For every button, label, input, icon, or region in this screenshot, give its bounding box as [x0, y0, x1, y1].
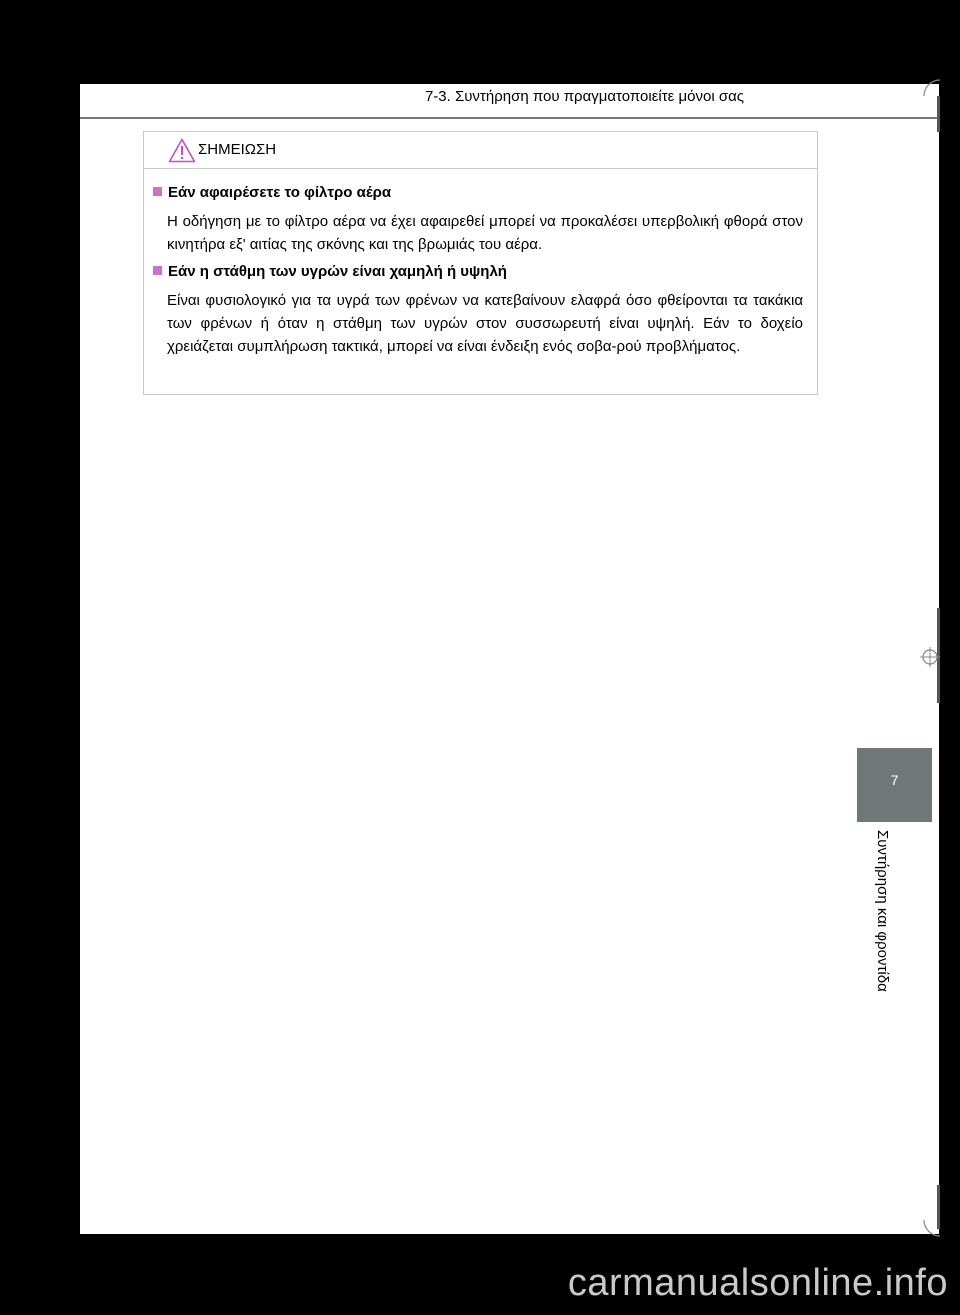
notice-title: ΣΗΜΕΙΩΣΗ	[198, 141, 277, 158]
square-bullet-icon	[153, 187, 162, 196]
notice-item-heading	[153, 184, 391, 201]
notice-item-heading-text: Εάν η στάθμη των υγρών είναι χαμηλή ή υψηλή	[168, 263, 507, 280]
section-title: 7-3. Συντήρηση που πραγματοποιείτε μόνοι σας	[424, 88, 744, 105]
crop-mark-icon	[922, 1218, 942, 1238]
notice-header	[144, 132, 817, 169]
notice-item-body: Η οδήγηση με το φίλτρο αέρα να έχει αφαιρεθεί μπορεί να προκαλέσει υπερβολική φθορά στον κινητήρα εξ' αιτίας της σκόνης και της βρωμιάς του αέρα.	[167, 213, 803, 253]
notice-item-body: Είναι φυσιολογικό για τα υγρά των φρένων να κατεβαίνουν ελαφρά όσο φθείρονται τα τακάκια των φρένων ή όταν η στάθμη των υγρών στον συσσωρευτή είναι υψηλή. Εάν το δοχείο χρειάζεται συμπλήρωση τακτικά, μπορεί να είναι ένδειξη ενός σοβα-ρού προβλήματος.	[167, 292, 803, 355]
chapter-number: 7	[890, 772, 899, 788]
edge-bar	[937, 96, 940, 132]
watermark: carmanualsonline.info	[567, 1262, 948, 1304]
square-bullet-icon	[153, 266, 162, 275]
chapter-tab	[857, 748, 932, 822]
page-header	[80, 84, 939, 118]
registration-mark-icon	[920, 647, 940, 667]
notice-item-heading	[153, 263, 507, 280]
notice-item-heading-text: Εάν αφαιρέσετε το φίλτρο αέρα	[168, 184, 392, 201]
crop-mark-icon	[922, 78, 942, 98]
notice-box	[143, 131, 818, 395]
chapter-title: Συντήρηση και φροντίδα	[874, 830, 891, 992]
warning-triangle-icon	[168, 138, 196, 163]
header-rule	[80, 117, 939, 119]
